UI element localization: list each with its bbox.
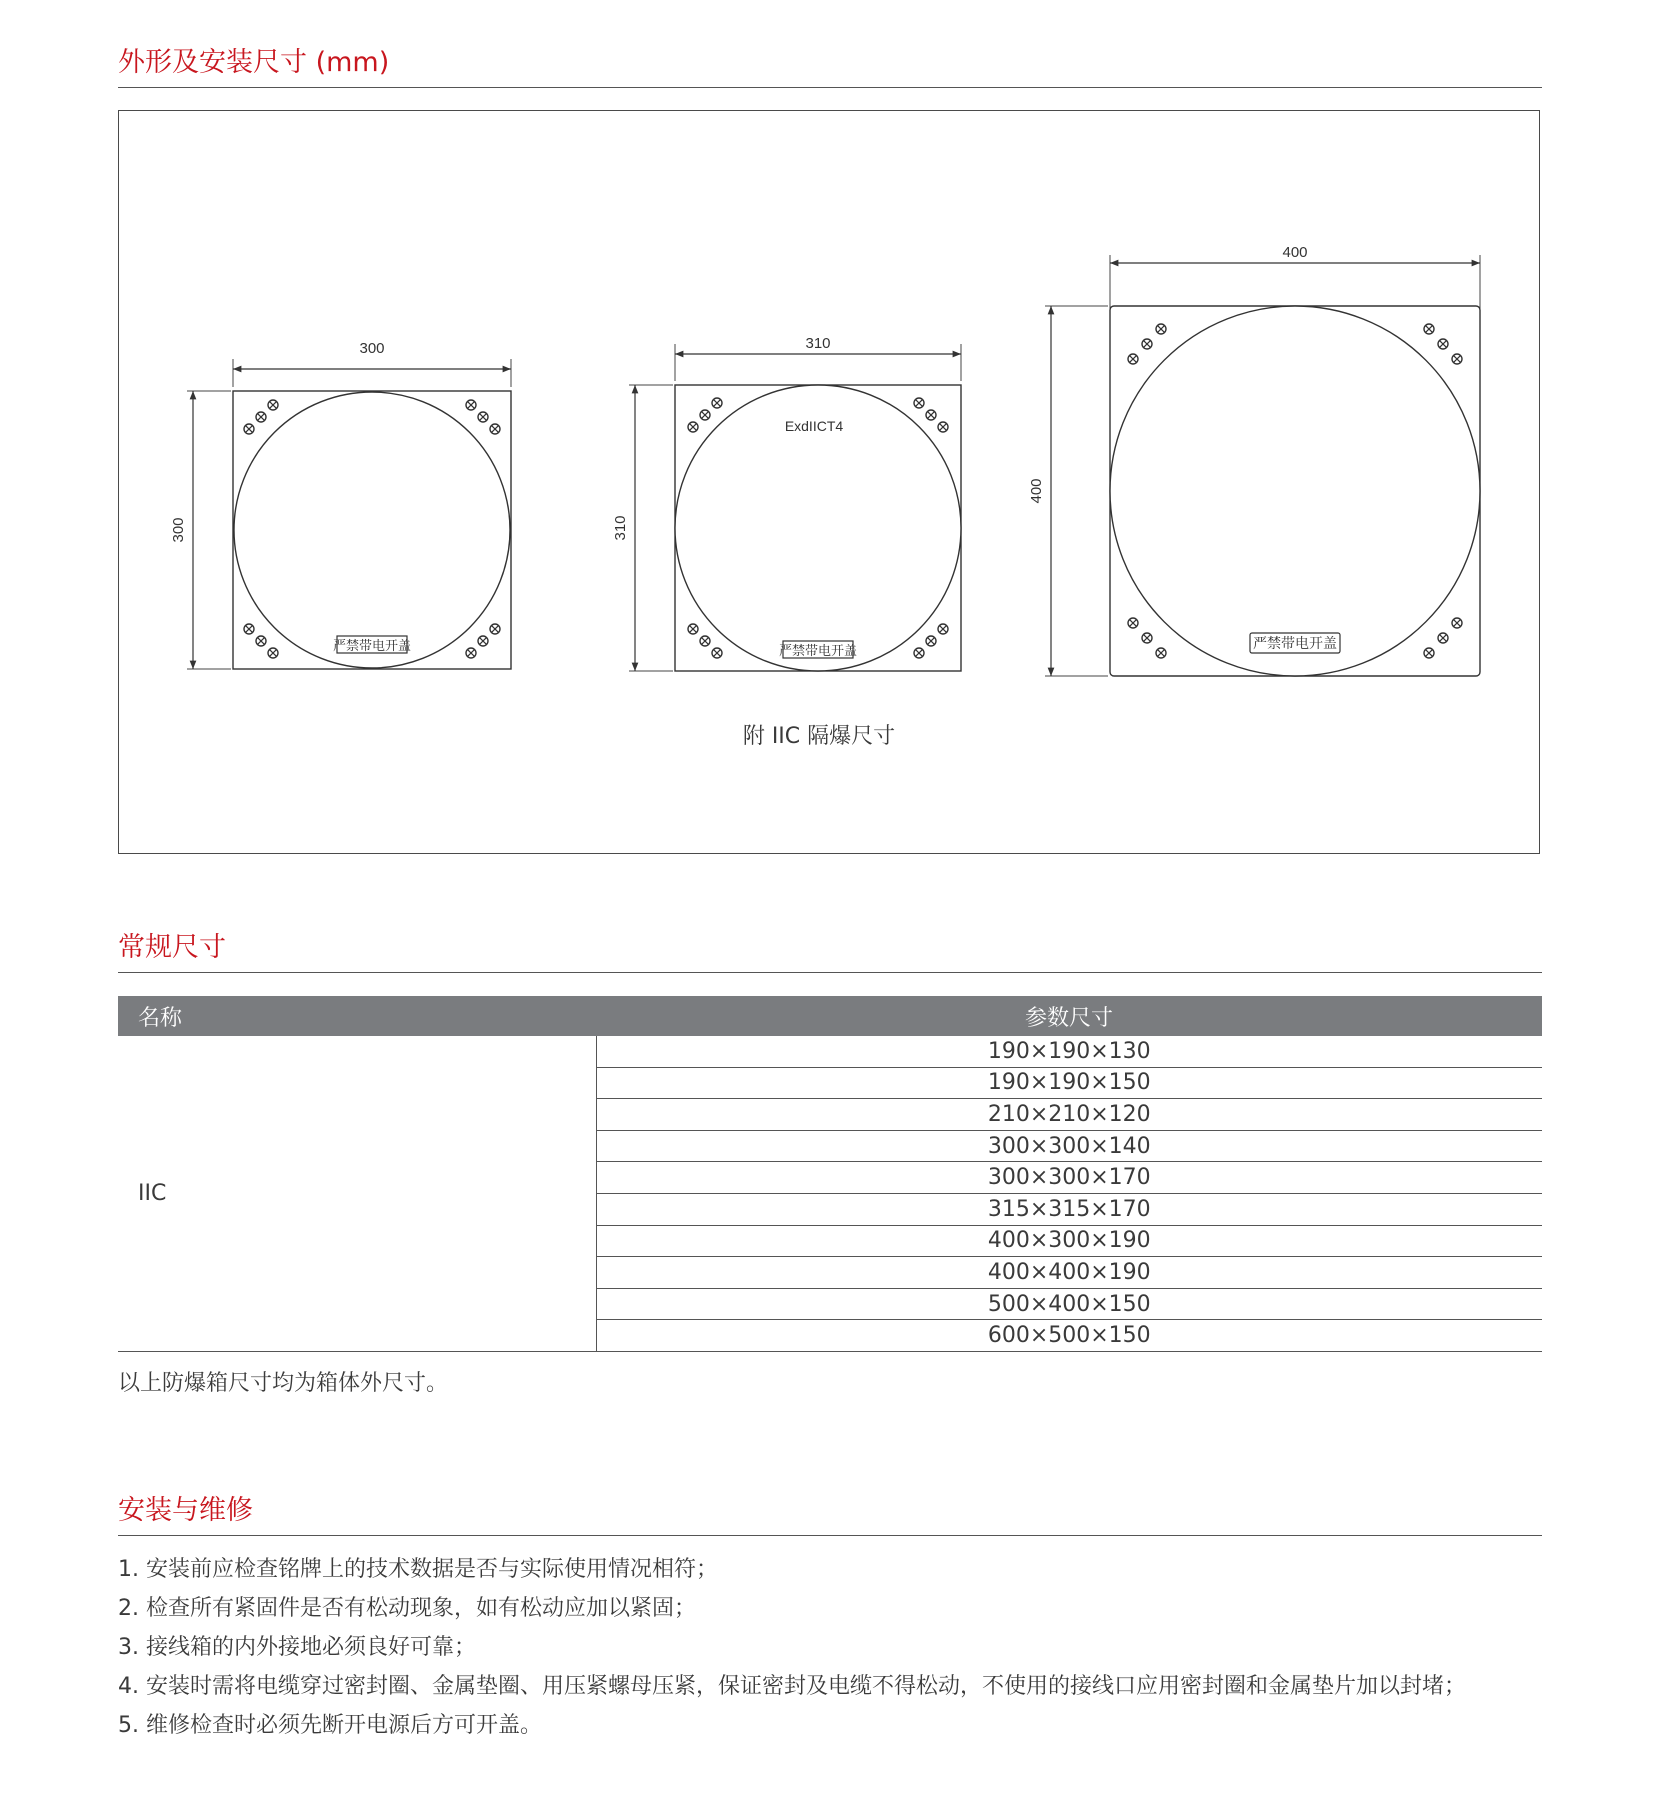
dim-height-left: 300 [170,517,187,543]
list-item: 1. 安装前应检查铭牌上的技术数据是否与实际使用情况相符； [118,1557,718,1582]
dim-width-left: 300 [359,340,385,357]
list-item: 5. 维修检查时必须先断开电源后方可开盖。 [118,1713,542,1738]
warning-label-right: 严禁带电开盖 [1253,636,1337,652]
dim-width-right: 400 [1282,244,1308,261]
dimensions-table [118,996,1542,1352]
header-params: 参数尺寸 [596,996,1542,1036]
table-row [118,1036,1542,1067]
header-name: 名称 [118,996,596,1036]
param-cell: 210×210×120 [596,1099,1542,1131]
list-item: 4. 安装时需将电缆穿过密封圈、金属垫圈、用压紧螺母压紧，保证密封及电缆不得松动，不使用的接线口应用密封圈和金属垫片加以封堵； [118,1674,1466,1699]
junction-box-right [1028,244,1480,676]
table-header-row [118,996,1542,1036]
section-title-install: 安装与维修 [118,1493,1542,1536]
param-cell: 400×300×190 [596,1225,1542,1257]
list-item: 2. 检查所有紧固件是否有松动现象，如有松动应加以紧固； [118,1596,696,1621]
param-cell: 315×315×170 [596,1193,1542,1225]
param-cell: 600×500×150 [596,1320,1542,1352]
param-cell: 190×190×130 [596,1036,1542,1067]
param-cell: 190×190×150 [596,1067,1542,1099]
param-cell: 300×300×170 [596,1162,1542,1194]
param-cell: 500×400×150 [596,1288,1542,1320]
dim-height-middle: 310 [612,515,629,541]
name-cell: IIC [118,1036,596,1351]
warning-label-middle: 严禁带电开盖 [778,644,858,659]
junction-box-left [170,340,511,669]
install-steps-list [118,1550,1466,1745]
list-item: 3. 接线箱的内外接地必须良好可靠； [118,1635,476,1660]
section-title-dimensions: 外形及安装尺寸 (mm) [118,45,1542,88]
param-cell: 300×300×140 [596,1130,1542,1162]
dimension-figure [118,110,1540,854]
dim-height-right: 400 [1028,478,1045,504]
param-cell: 400×400×190 [596,1257,1542,1289]
figure-caption: 附 IIC 隔爆尺寸 [742,724,896,749]
warning-label-left: 严禁带电开盖 [332,639,412,654]
ex-marking: ExdIICT4 [784,418,844,434]
dim-width-middle: 310 [805,335,831,352]
section-title-regular-sizes: 常规尺寸 [118,930,1542,973]
junction-box-middle [612,335,961,671]
table-note: 以上防爆箱尺寸均为箱体外尺寸。 [118,1371,449,1396]
